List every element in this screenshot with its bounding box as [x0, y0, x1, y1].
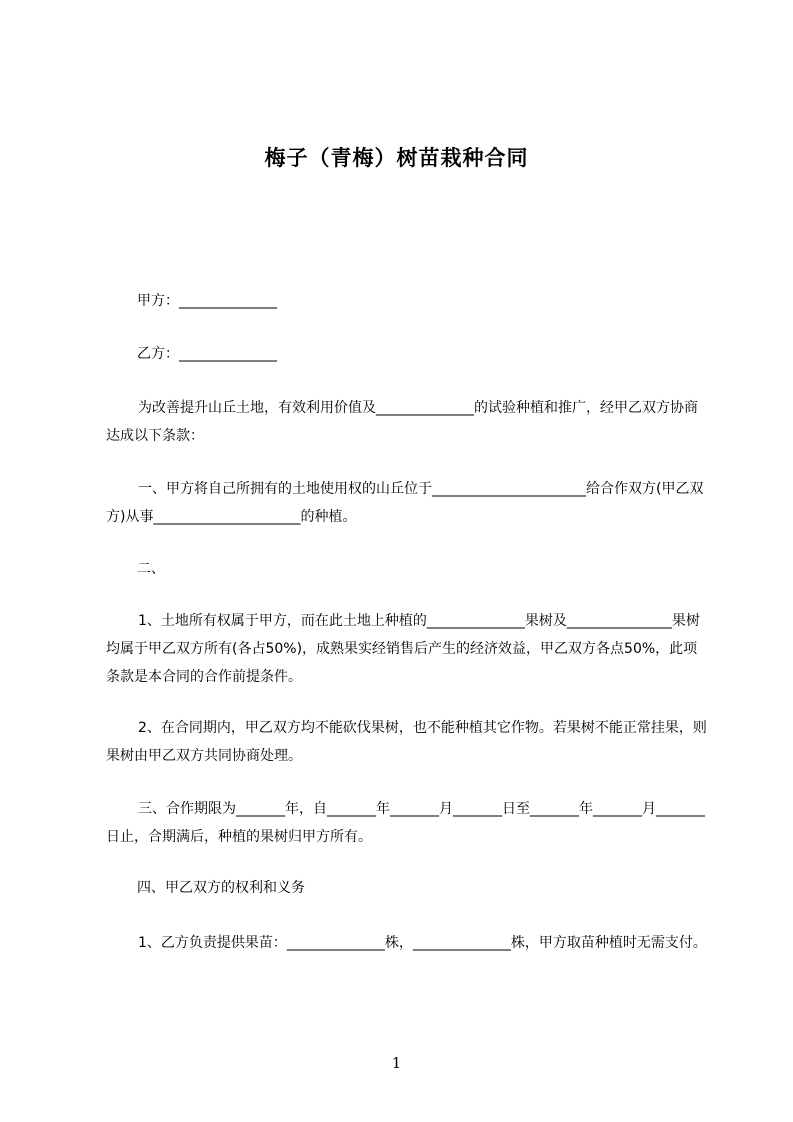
clause-4-item-1-paragraph: 1、乙方负责提供果苗：______________株，______________株，甲方取苗种植时无需支付。	[138, 935, 707, 951]
page-number: 1	[391, 1054, 402, 1072]
clause-4-heading: 四、甲乙双方的权利和义务	[137, 880, 305, 896]
preamble-paragraph: 为改善提升山丘土地，有效利用价值及______________的试验种植和推广，经甲乙双方协商达成以下条款：	[106, 400, 698, 444]
clause-2-item-1-paragraph: 1、土地所有权属于甲方，而在此土地上种植的______________果树及_______________果树均属于甲乙双方所有(各占50%)，成熟果实经销售后产生的经济效益，甲乙双方各点50%，此项条款是本合同的合作前提条件。	[106, 613, 700, 685]
clause-2-heading: 二、	[137, 561, 165, 577]
clause-2-item-2-paragraph: 2、在合同期内，甲乙双方均不能砍伐果树，也不能种植其它作物。若果树不能正常挂果，则果树由甲乙双方共同协商处理。	[106, 720, 707, 764]
party-b-line: 乙方：______________	[137, 346, 277, 362]
document-title: 梅子（青梅）树苗栽种合同	[264, 146, 529, 170]
clause-1-paragraph: 一、甲方将自己所拥有的土地使用权的山丘位于______________________给合作双方(甲乙双方)从事_____________________的种植。	[106, 481, 704, 525]
clause-3-paragraph: 三、合作期限为_______年，自_______年_______月_______日至_______年_______月_______日止，合期满后，种植的果树归甲方所有。	[106, 801, 705, 845]
party-a-line: 甲方：______________	[137, 293, 277, 309]
